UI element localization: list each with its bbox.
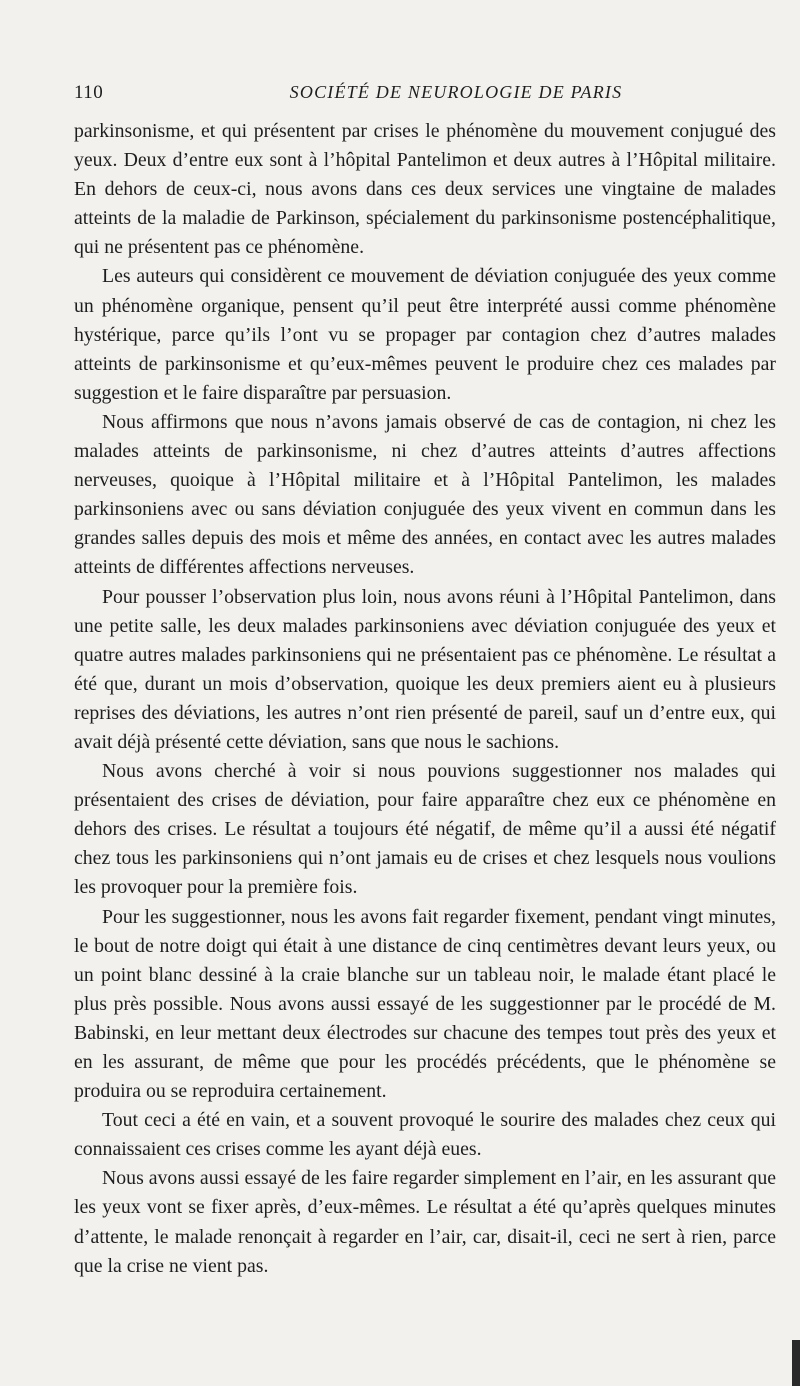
page-header: [74, 82, 778, 106]
paragraph: Les auteurs qui considèrent ce mouvement de déviation conjuguée des yeux comme un phénomène organique, pensent qu’il peut être interprété aussi comme phénomène hystérique, parce qu’ils l’ont vu se propager par contagion chez d’autres malades atteints de parkinsonisme et qu’eux-mêmes peuvent le produire chez ces malades par suggestion et le faire disparaître par persuasion.: [74, 265, 776, 404]
scan-edge-mark: [792, 1340, 800, 1386]
paragraph: Tout ceci a été en vain, et a souvent provoqué le sourire des malades chez ceux qui connaissaient ces crises comme les ayant déjà eues.: [74, 1109, 776, 1161]
paragraph: Nous avons cherché à voir si nous pouvions suggestionner nos malades qui présentaient des crises de déviation, pour faire apparaître chez eux ce phénomène en dehors des crises. Le résultat a toujours été négatif, de même qu’il a aussi été négatif chez tous les parkinsoniens qui n’ont jamais eu de crises et chez lesquels nous voulions les provoquer pour la première fois.: [74, 760, 776, 899]
paragraph: parkinsonisme, et qui présentent par crises le phénomène du mouvement conjugué des yeux. Deux d’entre eux sont à l’hôpital Pantelimon et deux autres à l’Hôpital militaire. En dehors de ceux-ci, nous avons dans ces deux services une vingtaine de malades atteints de la maladie de Parkinson, spécialement du parkinsonisme postencéphalitique, qui ne présentent pas ce phénomène.: [74, 120, 776, 259]
paragraph: Pour pousser l’observation plus loin, nous avons réuni à l’Hôpital Pantelimon, dans une petite salle, les deux malades parkinsoniens avec déviation conjuguée des yeux et quatre autres malades parkinsoniens qui ne présentaient pas ce phénomène. Le résultat a été que, durant un mois d’observation, quoique les deux premiers aient eu à plusieurs reprises des déviations, les autres n’ont rien présenté de pareil, sauf un d’entre eux, qui avait déjà présenté cette déviation, sans que nous le sachions.: [74, 585, 776, 753]
body-text: [74, 117, 776, 1281]
page-number: 110: [74, 82, 104, 103]
paragraph: Nous avons aussi essayé de les faire regarder simplement en l’air, en les assurant que les yeux vont se fixer après, d’eux-mêmes. Le résultat a été qu’après quelques minutes d’attente, le malade renonçait à regarder en l’air, car, disait-il, ceci ne sert à rien, parce que la crise ne vient pas.: [74, 1167, 776, 1277]
running-title: SOCIÉTÉ DE NEUROLOGIE DE PARIS: [289, 82, 623, 102]
paragraph: Nous affirmons que nous n’avons jamais observé de cas de contagion, ni chez les malades atteints de parkinsonisme, ni chez d’autres atteints d’autres affections nerveuses, quoique à l’Hôpital militaire et à l’Hôpital Pantelimon, les malades parkinsoniens avec ou sans déviation conjuguée des yeux vivent en commun dans les grandes salles depuis des mois et même des années, en contact avec les autres malades atteints de différentes affections nerveuses.: [74, 410, 776, 579]
paragraph: Pour les suggestionner, nous les avons fait regarder fixement, pendant vingt minutes, le bout de notre doigt qui était à une distance de cinq centimètres devant leurs yeux, ou un point blanc dessiné à la craie blanche sur un tableau noir, le malade étant placé le plus près possible. Nous avons aussi essayé de les suggestionner par le procédé de M. Babinski, en leur mettant deux électrodes sur chacune des tempes tout près des yeux et en les assurant, de même que pour les procédés précédents, que le phénomène se produira ou se reproduira certainement.: [74, 905, 776, 1103]
